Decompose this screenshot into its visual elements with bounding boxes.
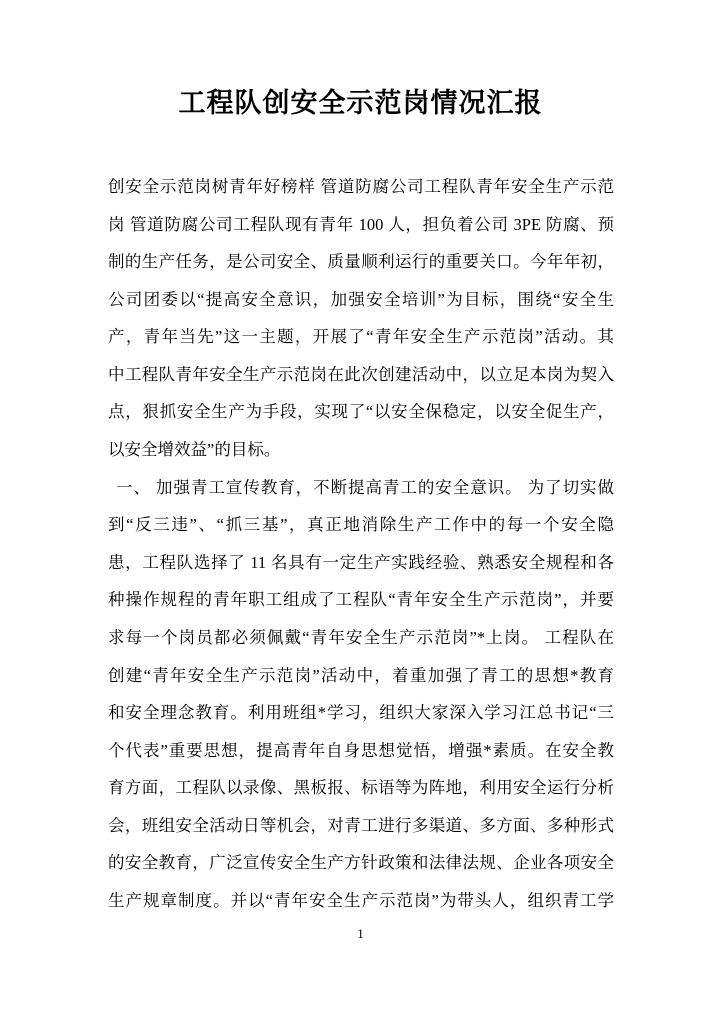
text-line: 一、 加强青工宣传教育，不断提高青工的安全意识。 为了切实做: [116, 477, 614, 497]
text-line: 求每一个岗员都必须佩戴“青年安全生产示范岗”*上岗。 工程队在: [108, 627, 614, 647]
page-number: 1: [357, 926, 364, 941]
text-line: 公司团委以“提高安全意识，加强安全培训”为目标，围绕“安全生: [108, 289, 614, 309]
document-title: 工程队创安全示范岗情况汇报: [178, 88, 543, 118]
text-line: 创建“青年安全生产示范岗”活动中，着重加强了青工的思想*教育: [108, 665, 614, 685]
document-body: [108, 168, 614, 920]
text-line: 的安全教育，广泛宣传安全生产方针政策和法律法规、企业各项安全: [108, 853, 614, 873]
text-line: 点，狠抓安全生产为手段，实现了“以安全保稳定，以安全促生产，: [108, 402, 614, 422]
text-line: 种操作规程的青年职工组成了工程队“青年安全生产示范岗”，并要: [108, 590, 614, 610]
paragraph: [108, 168, 614, 469]
text-line: 个代表”重要思想，提高青年自身思想觉悟，增强*素质。在安全教: [108, 740, 614, 760]
text-line: 岗 管道防腐公司工程队现有青年 100 人，担负着公司 3PE 防腐、预: [108, 214, 614, 234]
text-line: 以安全增效益”的目标。: [108, 440, 281, 460]
text-line: 患，工程队选择了 11 名具有一定生产实践经验、熟悉安全规程和各: [108, 552, 614, 572]
text-line: 中工程队青年安全生产示范岗在此次创建活动中，以立足本岗为契入: [108, 364, 614, 384]
text-line: 育方面，工程队以录像、黑板报、标语等为阵地，利用安全运行分析: [108, 778, 614, 798]
text-line: 和安全理念教育。利用班组*学习，组织大家深入学习江总书记“三: [108, 703, 614, 723]
text-line: 到“反三违”、“抓三基”，真正地消除生产工作中的每一个安全隐: [108, 515, 614, 535]
text-line: 生产规章制度。并以“青年安全生产示范岗”为带头人，组织青工学: [108, 890, 614, 910]
text-line: 制的生产任务，是公司安全、质量顺利运行的重要关口。今年年初，: [108, 252, 614, 272]
text-line: 产，青年当先”这一主题，开展了“青年安全生产示范岗”活动。其: [108, 327, 614, 347]
paragraph: [108, 469, 614, 920]
text-line: 创安全示范岗树青年好榜样 管道防腐公司工程队青年安全生产示范: [108, 177, 614, 196]
text-line: 会，班组安全活动日等机会，对青工进行多渠道、多方面、多种形式: [108, 815, 614, 835]
